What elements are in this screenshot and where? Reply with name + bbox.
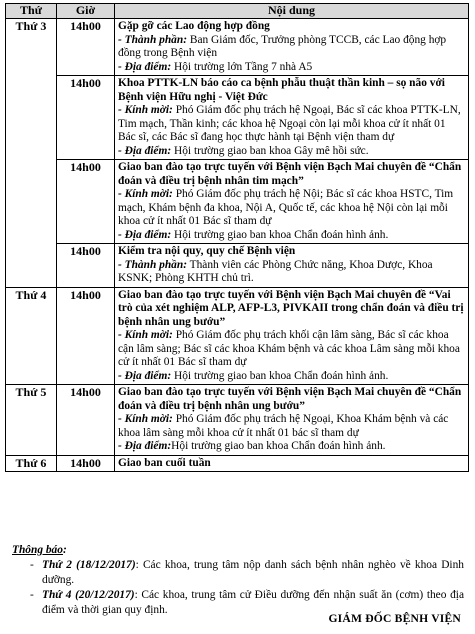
event-detail-line xyxy=(118,145,465,159)
schedule-row xyxy=(6,244,469,288)
event-detail-line xyxy=(118,440,465,454)
event-title: Kiểm tra nội quy, quy chế Bệnh viện xyxy=(118,245,296,257)
detail-text: Hội trường giao ban khoa Gây mê hồi sức. xyxy=(171,144,369,157)
schedule-table xyxy=(5,3,469,472)
notice-bullet: - xyxy=(30,589,34,601)
detail-label: - Địa điểm: xyxy=(118,228,172,241)
event-title: Khoa PTTK-LN báo cáo ca bệnh phẫu thuật thần kinh – sọ não với Bệnh viện Hữu nghị - Việt Đức xyxy=(118,77,445,103)
detail-label: - Địa điểm: xyxy=(118,60,172,73)
detail-text: Phó Giám đốc phụ trách hệ Ngoại, Khoa Khám bệnh và các khoa lâm sàng mỗi khoa cử ít nhất 01 bác sĩ tham dự xyxy=(118,413,449,439)
event-title: Giao ban đào tạo trực tuyến với Bệnh viện Bạch Mai chuyên đề “Chẩn đoán và điều trị bệnh nhân tim mạch” xyxy=(118,161,462,187)
detail-text: Hội trường giao ban khoa Chẩn đoán hình ảnh. xyxy=(171,440,386,452)
detail-label: - Địa điểm: xyxy=(118,369,172,382)
event-content xyxy=(115,244,469,288)
notice-heading: Thông báo xyxy=(12,544,63,556)
schedule-row xyxy=(6,287,469,385)
event-content xyxy=(115,455,469,472)
detail-text: Phó Giám đốc phụ trách khối cận lâm sàng, Bác sĩ các khoa cận lâm sàng; Bác sĩ các khoa Khám bệnh và các khoa Lâm sàng mỗi khoa cử ít nhất 01 Bác sĩ tham dự xyxy=(118,329,460,368)
time-cell: 14h00 xyxy=(57,287,115,385)
time-cell: 14h00 xyxy=(57,385,115,456)
time-cell: 14h00 xyxy=(57,76,115,160)
day-cell: Thứ 4 xyxy=(6,287,57,385)
header-time: Giờ xyxy=(57,4,115,19)
time-cell: 14h00 xyxy=(57,19,115,76)
detail-text: Thành viên các Phòng Chức năng, Khoa Dược, Khoa KSNK; Phòng KHTH chủ trì. xyxy=(118,258,433,284)
event-content xyxy=(115,385,469,456)
event-content xyxy=(115,19,469,76)
time-cell: 14h00 xyxy=(57,244,115,288)
day-cell: Thứ 3 xyxy=(6,19,57,288)
event-title: Giao ban đào tạo trực tuyến với Bệnh viện Bạch Mai chuyên đề “Chẩn đoán và điều trị bệnh nhân ung bướu” xyxy=(118,386,462,412)
event-detail-line xyxy=(118,34,465,61)
event-content xyxy=(115,160,469,244)
time-cell: 14h00 xyxy=(57,455,115,472)
schedule-row xyxy=(6,455,469,472)
event-detail-line xyxy=(118,61,465,75)
notice-bullet: - xyxy=(30,559,34,571)
detail-label: - Thành phần: xyxy=(118,33,188,46)
notice-text: : Các khoa, trung tâm cử Điều dưỡng đến nhận suất ăn (cơm) theo địa điểm và thời gian quy định. xyxy=(42,589,464,616)
event-detail-line xyxy=(118,104,465,145)
day-cell: Thứ 6 xyxy=(6,455,57,472)
detail-label: - Địa điểm: xyxy=(118,440,172,452)
detail-text: Phó Giám đốc phụ trách hệ Nội; Bác sĩ các khoa HSTC, Tim mạch, Khám bệnh đa khoa, Nội A, Quốc tế, các khoa hệ Nội còn lại mỗi khoa cử ít nhất 01 Bác sĩ tham dự xyxy=(118,188,454,227)
notice-date: Thứ 2 (18/12/2017) xyxy=(42,559,136,571)
detail-label: - Kính mời: xyxy=(118,413,173,425)
notice-section xyxy=(12,543,464,618)
event-title: Giao ban đào tạo trực tuyến với Bệnh viện Bạch Mai chuyên đề “Vai trò của xét nghiệm ALP, AFP-L3, PIVKAII trong chẩn đoán và điều trị bệnh nhân ung bướu” xyxy=(118,288,464,328)
detail-text: Hội trường lớn Tầng 7 nhà A5 xyxy=(171,60,313,73)
detail-label: - Kính mời: xyxy=(118,329,173,341)
event-detail-line xyxy=(118,188,465,229)
header-row xyxy=(6,4,469,19)
detail-label: - Thành phần: xyxy=(118,258,188,271)
event-content xyxy=(115,76,469,160)
day-cell: Thứ 5 xyxy=(6,385,57,456)
event-title: Giao ban cuối tuần xyxy=(118,456,211,469)
signature-title: GIÁM ĐỐC BỆNH VIỆN xyxy=(328,612,461,625)
event-content xyxy=(115,287,469,385)
notice-heading-colon: : xyxy=(62,544,67,556)
event-detail-line xyxy=(118,413,465,440)
detail-text: Ban Giám đốc, Trưởng phòng TCCB, các Lao động hợp đồng trong Bệnh viện xyxy=(118,33,447,59)
schedule-row xyxy=(6,76,469,160)
notice-text: : Các khoa, trung tâm nộp danh sách bệnh nhân nghèo về khoa Dinh dưỡng. xyxy=(42,559,464,586)
event-detail-line xyxy=(118,229,465,243)
schedule-row xyxy=(6,160,469,244)
header-content: Nội dung xyxy=(115,4,469,19)
detail-text: Hội trường giao ban khoa Chẩn đoán hình ảnh. xyxy=(171,369,389,382)
schedule-row xyxy=(6,385,469,456)
time-cell: 14h00 xyxy=(57,160,115,244)
event-title: Gặp gỡ các Lao động hợp đồng xyxy=(118,20,270,32)
event-detail-line xyxy=(118,329,465,370)
notice-item xyxy=(12,558,464,588)
schedule-body xyxy=(6,19,469,472)
detail-label: - Địa điểm: xyxy=(118,144,172,157)
header-day: Thứ xyxy=(6,4,57,19)
detail-label: - Kính mời: xyxy=(118,188,173,200)
event-detail-line xyxy=(118,259,465,286)
detail-label: - Kính mời: xyxy=(118,104,173,116)
schedule-row xyxy=(6,19,469,76)
event-detail-line xyxy=(118,370,465,384)
detail-text: Phó Giám đốc phụ trách hệ Ngoại, Bác sĩ các khoa PTTK-LN, Tim mạch, Thần kinh; các khoa hệ Ngoại còn lại mỗi khoa cử ít nhất 01 Bác sĩ, các Bác sĩ đang học thực hành tại Bệnh viện tham dự xyxy=(118,104,461,143)
notice-date: Thứ 4 (20/12/2017) xyxy=(42,589,135,601)
detail-text: Hội trường giao ban khoa Chẩn đoán hình ảnh. xyxy=(171,228,389,241)
